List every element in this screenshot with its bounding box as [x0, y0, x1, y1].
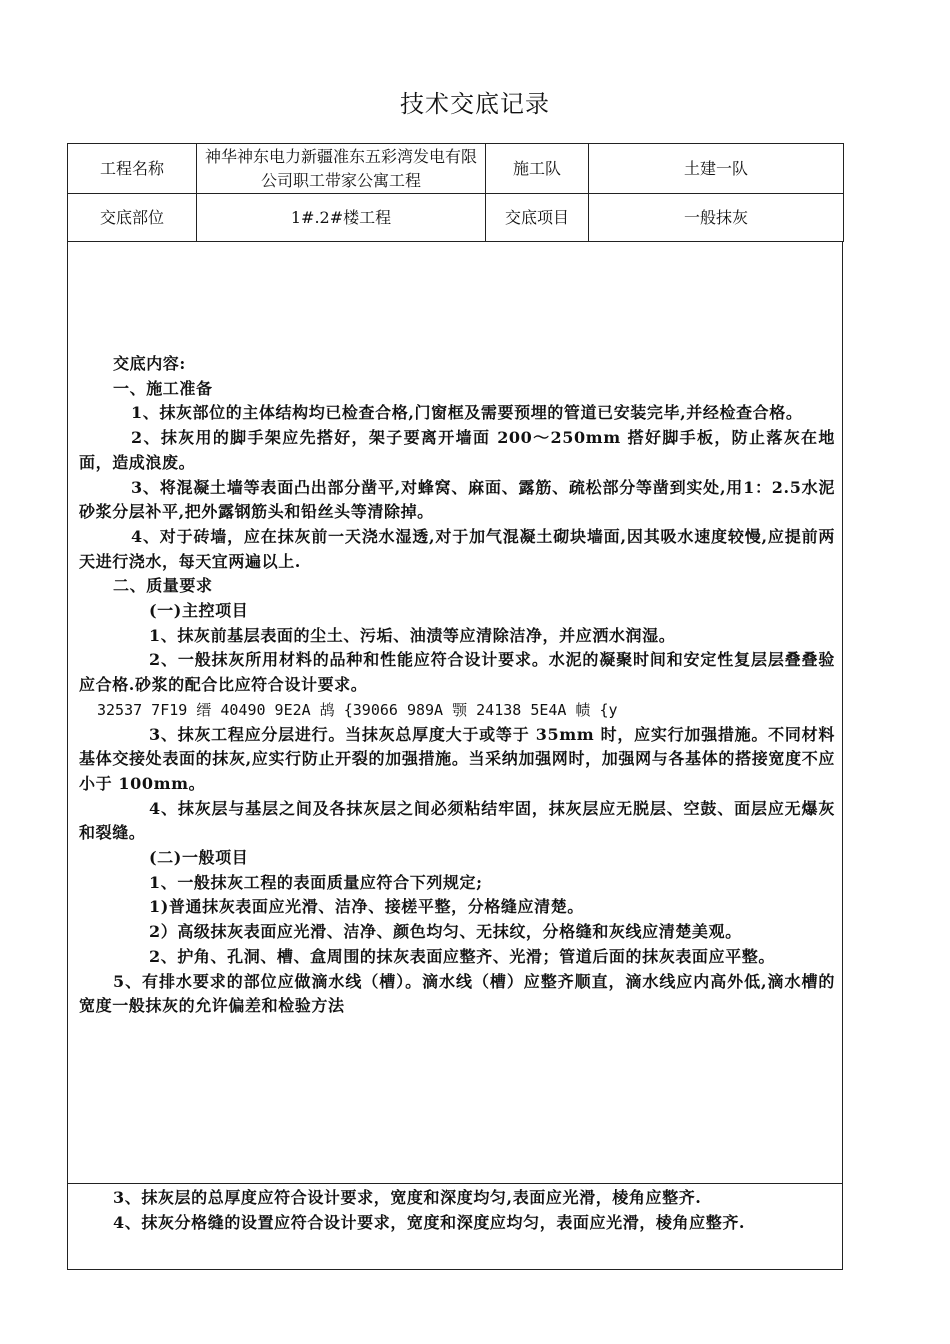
briefing-part-value: 1#.2#楼工程	[197, 194, 486, 242]
content-divider	[67, 1183, 843, 1184]
section-1-para-1: 1、抹灰部位的主体结构均已检查合格,门窗框及需要预埋的管道已安装完毕,并经检查合格。	[131, 403, 803, 423]
page-title: 技术交底记录	[400, 90, 550, 118]
general-item-1a: 1)普通抹灰表面应光滑、洁净、接槎平整，分格缝应清楚。	[149, 897, 584, 917]
briefing-item-label: 交底项目	[486, 194, 589, 242]
section-1-para-3: 3、将混凝土墙等表面凸出部分凿平,对蜂窝、麻面、露筋、疏松部分等凿到实处,用1：2.5水泥砂浆分层补平,把外露钢筋头和铅丝头等清除掉。	[79, 477, 835, 522]
briefing-item-value: 一般抹灰	[589, 194, 844, 242]
project-name-value: 神华神东电力新疆准东五彩湾发电有限公司职工带家公寓工程	[197, 144, 486, 194]
team-label: 施工队	[486, 144, 589, 194]
footer-content	[79, 1186, 835, 1235]
briefing-content	[79, 352, 835, 1019]
content-heading: 交底内容:	[113, 354, 186, 373]
garbled-text-line: 32537 7F19 缙 40490 9E2A 鸪 {39066 989A 颚 24138 5E4A 帻 {y	[97, 700, 618, 719]
team-value: 土建一队	[589, 144, 844, 194]
footer-para-4: 4、抹灰分格缝的设置应符合设计要求，宽度和深度应均匀，表面应光滑，棱角应整齐.	[113, 1212, 746, 1232]
general-item-2: 2、护角、孔洞、槽、盒周围的抹灰表面应整齐、光滑；管道后面的抹灰表面应平整。	[149, 946, 775, 966]
general-item-1: 1、一般抹灰工程的表面质量应符合下列规定;	[149, 872, 483, 892]
general-item-5: 5、有排水要求的部位应做滴水线（槽）。滴水线（槽）应整齐顺直，滴水线应内高外低,滴水槽的宽度一般抹灰的允许偏差和检验方法	[79, 971, 835, 1016]
project-name-label: 工程名称	[68, 144, 197, 194]
section-1-title: 一、施工准备	[113, 378, 213, 398]
section-2-title: 二、质量要求	[113, 576, 213, 596]
section-2-para-1: 1、抹灰前基层表面的尘土、污垢、油渍等应清除洁净，并应洒水润湿。	[149, 625, 676, 645]
section-2-para-3: 3、抹灰工程应分层进行。当抹灰总厚度大于或等于 35mm 时，应实行加强措施。不同材料基体交接处表面的抹灰,应实行防止开裂的加强措施。当采纳加强网时，加强网与各基体的搭接宽度不应小于 100mm。	[79, 724, 835, 793]
header-table	[67, 143, 844, 242]
section-1-para-2: 2、抹灰用的脚手架应先搭好，架子要离开墙面 200～250mm 搭好脚手板，防止落灰在地面，造成浪废。	[79, 428, 835, 472]
general-item-1b: 2）高级抹灰表面应光滑、洁净、颜色均匀、无抹纹，分格缝和灰线应清楚美观。	[149, 922, 742, 942]
section-2-subtitle-1: (一)主控项目	[149, 601, 249, 621]
section-2-para-2: 2、一般抹灰所用材料的品种和性能应符合设计要求。水泥的凝聚时间和安定性复层层叠叠验应合格.砂浆的配合比应符合设计要求。	[79, 650, 835, 695]
section-2-para-4: 4、抹灰层与基层之间及各抹灰层之间必须粘结牢固，抹灰层应无脱层、空鼓、面层应无爆灰和裂缝。	[79, 798, 835, 843]
section-2-subtitle-2: (二)一般项目	[149, 848, 249, 868]
section-1-para-4: 4、对于砖墙，应在抹灰前一天浇水湿透,对于加气混凝土砌块墙面,因其吸水速度较慢,应提前两天进行浇水，每天宜两遍以上.	[79, 526, 835, 571]
briefing-part-label: 交底部位	[68, 194, 197, 242]
footer-para-3: 3、抹灰层的总厚度应符合设计要求，宽度和深度均匀,表面应光滑，棱角应整齐.	[113, 1188, 702, 1207]
